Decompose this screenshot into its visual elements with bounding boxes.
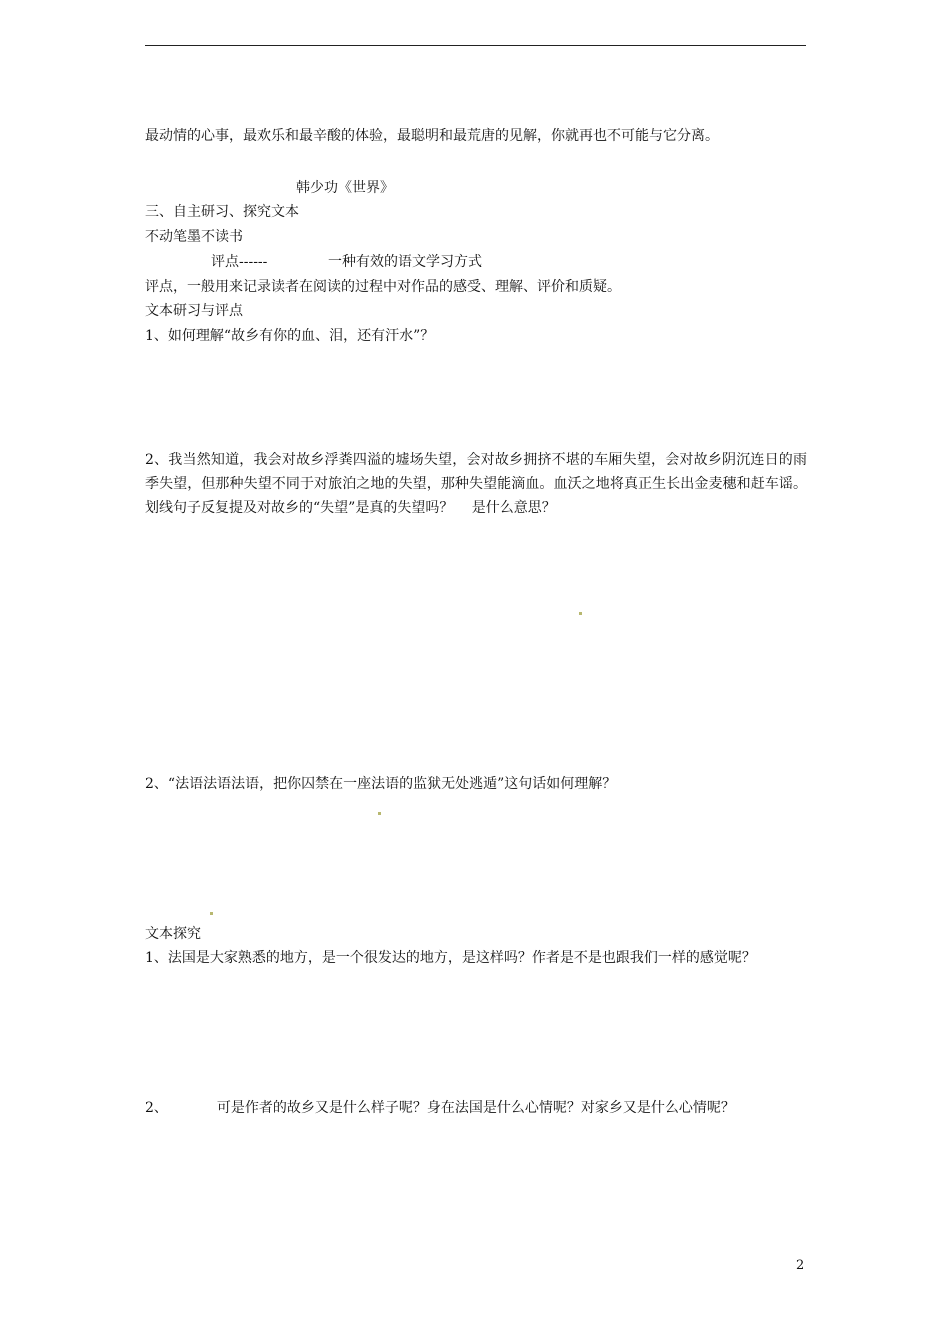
study-question-1: 1、如何理解“故乡有你的血、泪，还有汗水”？ [145, 328, 435, 344]
maxim: 不动笔墨不读书 [145, 229, 243, 245]
study-heading: 文本研习与评点 [145, 303, 243, 319]
study-question-3: 2、“法语法语法语，把你囚禁在一座法语的监狱无处逃遁”这句话如何理解？ [145, 776, 617, 792]
pingdian-label: 评点------ [211, 254, 268, 270]
scan-speck [378, 812, 381, 815]
explore-question-1: 1、法国是大家熟悉的地方，是一个很发达的地方，是这样吗？作者是不是也跟我们一样的感觉呢？ [145, 950, 756, 966]
explore-question-2: 2、 可是作者的故乡又是什么样子呢？身在法国是什么心情呢？对家乡又是什么心情呢？ [145, 1100, 735, 1116]
pingdian-description: 一种有效的语文学习方式 [328, 254, 482, 270]
pingdian-definition: 评点，一般用来记录读者在阅读的过程中对作品的感受、理解、评价和质疑。 [145, 279, 621, 295]
explore-heading: 文本探究 [145, 926, 201, 942]
header-rule [145, 45, 806, 46]
scan-speck [579, 612, 582, 615]
scan-speck [210, 912, 213, 915]
page-number: 2 [796, 1258, 805, 1273]
section-three-heading: 三、自主研习、探究文本 [145, 204, 299, 220]
quote-source: 韩少功《世界》 [296, 180, 394, 196]
quote-tail: 最动情的心事，最欢乐和最辛酸的体验，最聪明和最荒唐的见解，你就再也不可能与它分离。 [145, 128, 719, 144]
study-question-2: 2、我当然知道，我会对故乡浮粪四溢的墟场失望，会对故乡拥挤不堪的车厢失望，会对故乡阴沉连日的雨季失望，但那种失望不同于对旅泊之地的失望，那种失望能滴血。血沃之地将真正生长出金麦穗和赶车谣。划线句子反复提及对故乡的“失望”是真的失望吗？ 是什么意思？ [145, 452, 807, 516]
